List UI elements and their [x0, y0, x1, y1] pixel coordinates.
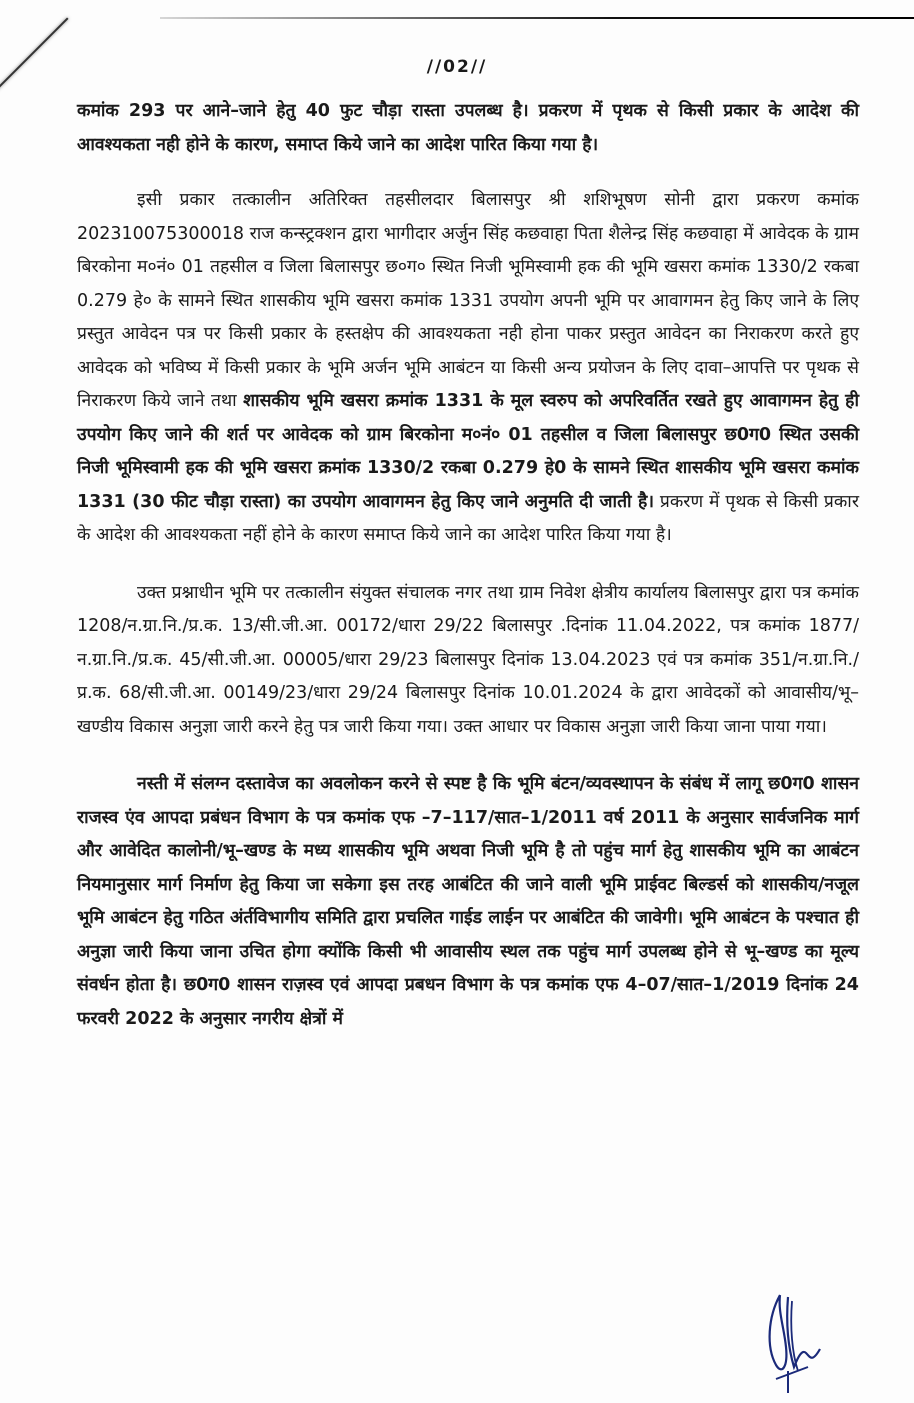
- paragraph-1-text: कमांक 293 पर आने–जाने हेतु 40 फुट चौड़ा रास्ता उपलब्ध है। प्रकरण में पृथक से किसी प्रकार के आदेश की आवश्यकता नही होने के कारण, समाप्त किये जाने का आदेश पारित किया गया है।: [77, 101, 859, 155]
- signature-stroke-1: [770, 1295, 787, 1369]
- paragraph-2: [77, 184, 859, 553]
- paragraph-3-text: उक्त प्रश्नाधीन भूमि पर तत्कालीन संयुक्त संचालक नगर तथा ग्राम निवेश क्षेत्रीय कार्यालय बिलासपुर द्वारा पत्र कमांक 1208/न.ग्रा.नि./प्र.क. 13/सी.जी.आ. 00172/धारा 29/22 बिलासपुर .दिनांक 11.04.2022, पत्र कमांक 1877/न.ग्रा.नि./प्र.क. 45/सी.जी.आ. 00005/धारा 29/23 बिलासपुर दिनांक 13.04.2023 एवं पत्र कमांक 351/न.ग्रा.नि./प्र.क. 68/सी.जी.आ. 00149/23/धारा 29/24 बिलासपुर दिनांक 10.01.2024 के द्वारा आवेदकों को आवासीय/भू–खण्डीय विकास अनुज्ञा जारी करने हेतु पत्र जारी किया गया। उक्त आधार पर विकास अनुज्ञा जारी किया जाना पाया गया।: [77, 582, 859, 737]
- paragraph-2-bold-text: शासकीय भूमि खसरा क्रमांक 1331 के मूल स्वरुप को अपरिवर्तित रखते हुए आवागमन हेतु ही उपयोग किए जाने की शर्त पर आवेदक को ग्राम बिरकोना म०नं० 01 तहसील व जिला बिलासपुर छ0ग0 स्थित उसकी निजी भूमिस्वामी हक की भूमि खसरा क्रमांक 1330/2 रकबा 0.279 हे0 के सामने स्थित शासकीय भूमि खसरा कमांक 1331 (30 फीट चौड़ा रास्ता) का उपयोग आवागमन हेतु किए जाने अनुमति दी जाती है।: [77, 391, 859, 512]
- paragraph-4: [77, 768, 859, 1036]
- paragraph-3: [77, 577, 859, 745]
- paragraph-1: [77, 95, 859, 162]
- page-number: //02//: [426, 57, 488, 77]
- page-top-edge: [160, 17, 914, 19]
- paragraph-4-text: नस्ती में संलग्न दस्तावेज का अवलोकन करने से स्पष्ट है कि भूमि बंटन/व्यवस्थापन के संबंध में लागू छ0ग0 शासन राजस्व एंव आपदा प्रबंधन विभाग के पत्र कमांक एफ –7–117/सात–1/2011 वर्ष 2011 के अनुसार सार्वजनिक मार्ग और आवेदित कालोनी/भू–खण्ड के मध्य शासकीय भूमि अथवा निजी भूमि है तो पहुंच मार्ग हेतु शासकीय भूमि का आबंटन नियमानुसार मार्ग निर्माण हेतु किया जा सकेगा इस तरह आबंटित की जाने वाली भूमि प्राईवट बिल्डर्स को शासकीय/नजूल भूमि आबंटन हेतु गठित अंर्तविभागीय समिति द्वारा प्रचलित गाईड लाईन पर आबंटित की जावेगी। भूमि आबंटन के पश्चात ही अनुज्ञा जारी किया जाना उचित होगा क्योंकि किसी भी आवासीय स्थल तक पहुंच मार्ग उपलब्ध होने से भू–खण्ड का मूल्य संवर्धन होता है। छ0ग0 शासन राज़स्व एवं आपदा प्रबधन विभाग के पत्र कमांक एफ 4–07/सात–1/2019 दिनांक 24 फरवरी 2022 के अनुसार नगरीय क्षेत्रों में: [77, 774, 859, 1029]
- paragraph-2-text-a: इसी प्रकार तत्कालीन अतिरिक्त तहसीलदार बिलासपुर श्री शशिभूषण सोनी द्वारा प्रकरण कमांक 202310075300018 राज कन्स्ट्रक्शन द्वारा भागीदार अर्जुन सिंह कछवाहा पिता शैलेन्द्र सिंह कछवाहा में आवेदक के ग्राम बिरकोना म०नं० 01 तहसील व जिला बिलासपुर छ०ग० स्थित निजी भूमिस्वामी हक की भूमि खसरा कमांक 1330/2 रकबा 0.279 हे० के सामने स्थित शासकीय भूमि खसरा कमांक 1331 उपयोग अपनी भूमि पर आवागमन हेतु किए जाने के लिए प्रस्तुत आवेदन पत्र पर किसी प्रकार के हस्तक्षेप की आवश्यकता नही होना पाकर प्रस्तुत आवेदन का निराकरण करते हुए आवेदक को भविष्य में किसी प्रकार के भूमि अर्जन भूमि आबंटन या किसी अन्य प्रयोजन के लिए दावा–आपत्ति पर पृथक से निराकरण किये जाने तथा: [77, 190, 859, 411]
- paragraph-2-text-b: प्रकरण में पृथक से किसी प्रकार के आदेश की आवश्यकता नहीं होने के कारण समाप्त किये जाने का आदेश पारित किया गया है।: [77, 491, 859, 545]
- signature-mark: [758, 1287, 838, 1397]
- document-body: [77, 95, 859, 1060]
